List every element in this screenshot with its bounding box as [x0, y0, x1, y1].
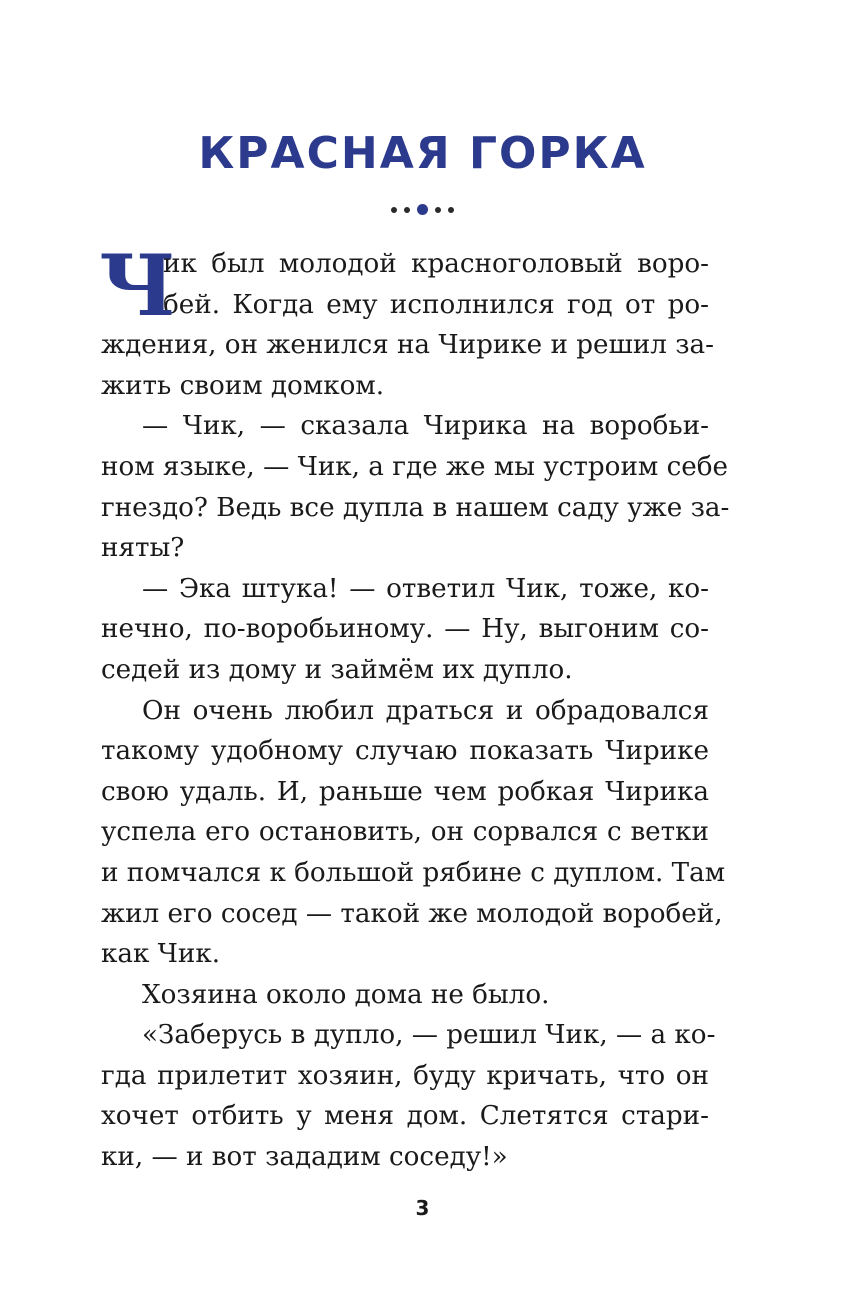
text-line: свою удаль. И, раньше чем робкая Чирика: [101, 776, 709, 807]
ornament-dot: [448, 207, 454, 213]
text-line: гда прилетит хозяин, буду кричать, что он: [101, 1060, 709, 1091]
page-number: 3: [415, 1196, 430, 1220]
text-line: успела его остановить, он сорвался с ветки: [101, 817, 709, 848]
paragraph-1: [99, 236, 715, 406]
text-line: хочет отбить у меня дом. Слетятся стари-: [101, 1101, 709, 1132]
ornament-center-dot: [417, 204, 428, 215]
paragraph-5: [101, 975, 709, 1016]
paragraph-4: [101, 691, 726, 975]
paragraph-6: [101, 1015, 716, 1177]
body-text: [99, 236, 730, 1178]
text-line: — Чик, — сказала Чирика на воробьи-: [142, 411, 709, 442]
title-ornament: [0, 204, 845, 215]
ornament-dot: [391, 207, 397, 213]
text-line: няты?: [101, 533, 185, 564]
text-line: как Чик.: [101, 939, 221, 970]
text-line: ик был молодой красноголовый воро-: [163, 249, 709, 279]
text-line: — Эка штука! — ответил Чик, тоже, ко-: [142, 573, 709, 604]
text-line: ждения, он женился на Чирике и решил за-: [101, 330, 715, 361]
text-line: и помчался к большой рябине с дуплом. Там: [101, 857, 726, 888]
text-line: Хозяина около дома не было.: [142, 979, 550, 1010]
ornament-dot: [435, 207, 441, 213]
text-line: ки, — и вот зададим соседу!»: [101, 1142, 508, 1173]
text-line: бей. Когда ему исполнился год от ро-: [163, 289, 709, 320]
text-line: гнездо? Ведь все дупла в нашем саду уже за-: [101, 492, 730, 523]
text-line: Он очень любил драться и обрадовался: [142, 695, 709, 726]
text-line: «Заберусь в дупло, — решил Чик, — а ко-: [142, 1020, 716, 1051]
text-line: такому удобному случаю показать Чирике: [101, 736, 709, 767]
ornament-dot: [404, 207, 410, 213]
text-line: жить своим домком.: [101, 370, 385, 401]
drop-cap: Ч: [99, 236, 176, 335]
paragraph-3: [101, 569, 709, 691]
paragraph-2: [101, 406, 730, 568]
text-line: жил его сосед — такой же молодой воробей,: [101, 898, 723, 929]
chapter-title: КРАСНАЯ ГОРКА: [198, 128, 647, 179]
text-line: седей из дому и займём их дупло.: [101, 654, 573, 685]
text-line: ном языке, — Чик, а где же мы устроим себе: [101, 451, 729, 482]
text-line: нечно, по-воробьиному. — Ну, выгоним со-: [101, 614, 709, 645]
